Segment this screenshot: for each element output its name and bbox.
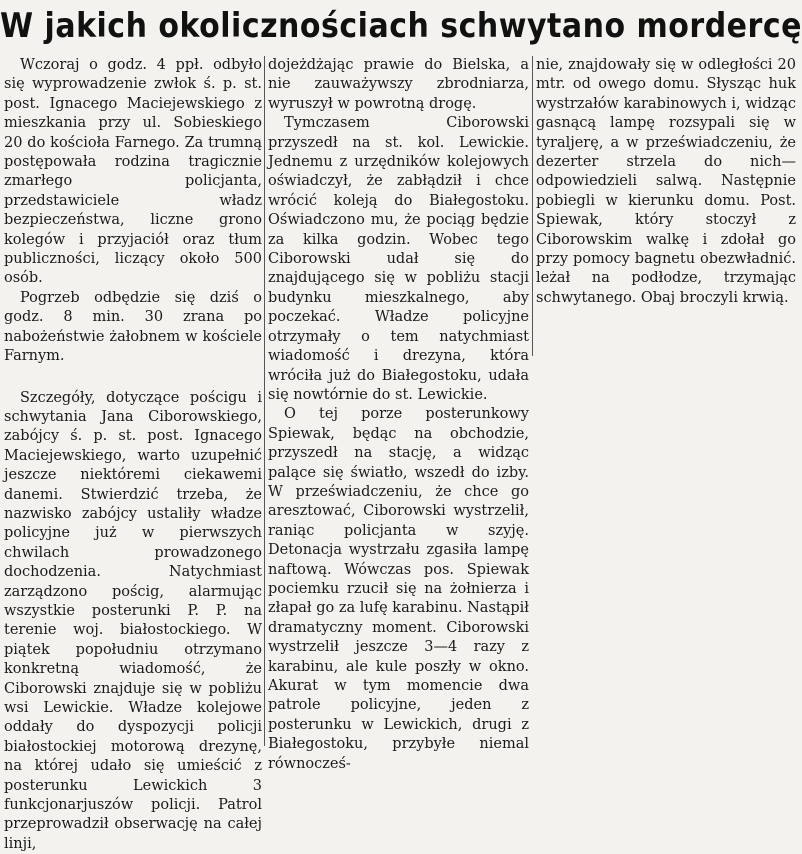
paragraph-spacer: [4, 367, 262, 389]
paragraph-patrol-return: dojeżdżając prawie do Bielska, a nie zauważywszy zbrodniarza, wyruszył w powrotną drogę.: [268, 56, 529, 114]
column-divider-1: [264, 56, 265, 746]
paragraph-station-arrival: Tymczasem Ciborowski przyszedł na st. kol. Lewickie. Jednemu z urzędników kolejowych oświadczył, że zabłądził i chce wrócić koleją do Białegostoku. Oświadczono mu, że pociąg będzie za kilka godzin. Wobec tego Ciborowski udał się do znajdującego się w pobliżu stacji budynku mieszkalnego, aby poczekać. Władze policyjne otrzymały o tem natychmiast wiadomość i drezyna, która wróciła już do Białegostoku, udała się nowtórnie do st. Lewickie.: [268, 114, 529, 405]
article-column-3: [536, 56, 796, 356]
paragraph-capture: nie, znajdowały się w odległości 20 mtr. od owego domu. Słysząc huk wystrzałów karabinowych i, widząc gasnącą lampę rozsypali się w tyraljerę, a w przeświadczeniu, że dezerter strzela do nich—odpowiedzieli salwą. Następnie pobiegli w kierunku domu. Post. Spiewak, który stoczył z Ciborowskim walkę i zdołał go przy pomocy bagnetu obezwładnić. leżał na podłodze, trzymając schwytanego. Obaj broczyli krwią.: [536, 56, 796, 308]
article-column-2: [268, 56, 529, 746]
paragraph-funeral-announcement: Pogrzeb odbędzie się dziś o godz. 8 min. 30 zrana po nabożeństwie żałobnem w kościele Farnym.: [4, 289, 262, 367]
headline: W jakich okolicznościach schwytano mordercę: [0, 0, 800, 58]
paragraph-funeral-procession: Wczoraj o godz. 4 ppł. odbyło się wyprowadzenie zwłok ś. p. st. post. Ignacego Maciejewskiego z mieszkania przy ul. Sobieskiego 20 do kościoła Farnego. Za trumną postępowała rodzina tragicznie zmarłego policjanta, przedstawiciele władz bezpieczeństwa, liczne grono kolegów i przyjaciół oraz tłum publiczności, liczący około 500 osób.: [4, 56, 262, 289]
paragraph-shootout: O tej porze posterunkowy Spiewak, będąc na obchodzie, przyszedł na stację, a widząc palące się światło, wszedł do izby. W przeświadczeniu, że chce go aresztować, Ciborowski wystrzelił, raniąc policjanta w szyję. Detonacja wystrzału zgasiła lampę naftową. Wówczas pos. Spiewak pociemku rzucił się na żołnierza i złapał go za lufę karabinu. Nastąpił dramatyczny moment. Ciborowski wystrzelił jeszcze 3—4 razy z karabinu, ale kule poszły w okno. Akurat w tym momencie dwa patrole policyjne, jeden z posterunku w Lewickich, drugi z Białegostoku, przybyłe niemal równocześ-: [268, 405, 529, 774]
column-divider-2: [532, 56, 533, 356]
article-column-1: [4, 56, 262, 746]
paragraph-pursuit-details: Szczegóły, dotyczące pościgu i schwytania Jana Ciborowskiego, zabójcy ś. p. st. post. Ignacego Maciejewskiego, warto uzupełnić jeszcze niektóremi ciekawemi danemi. Stwierdzić trzeba, że nazwisko zabójcy ustaliły władze policyjne już w pierwszych chwilach prowadzonego dochodzenia. Natychmiast zarządzono pościg, alarmując wszystkie posterunki P. P. na terenie woj. białostockiego. W piątek popołudniu otrzymano konkretną wiadomość, że Ciborowski znajduje się w pobliżu wsi Lewickie. Władze kolejowe oddały do dyspozycji policji białostockiej motorową drezynę, na której udało się umieścić z posterunku Lewickich 3 funkcjonarjuszów policji. Patrol przeprowadził obserwację na całej linji,: [4, 389, 262, 854]
